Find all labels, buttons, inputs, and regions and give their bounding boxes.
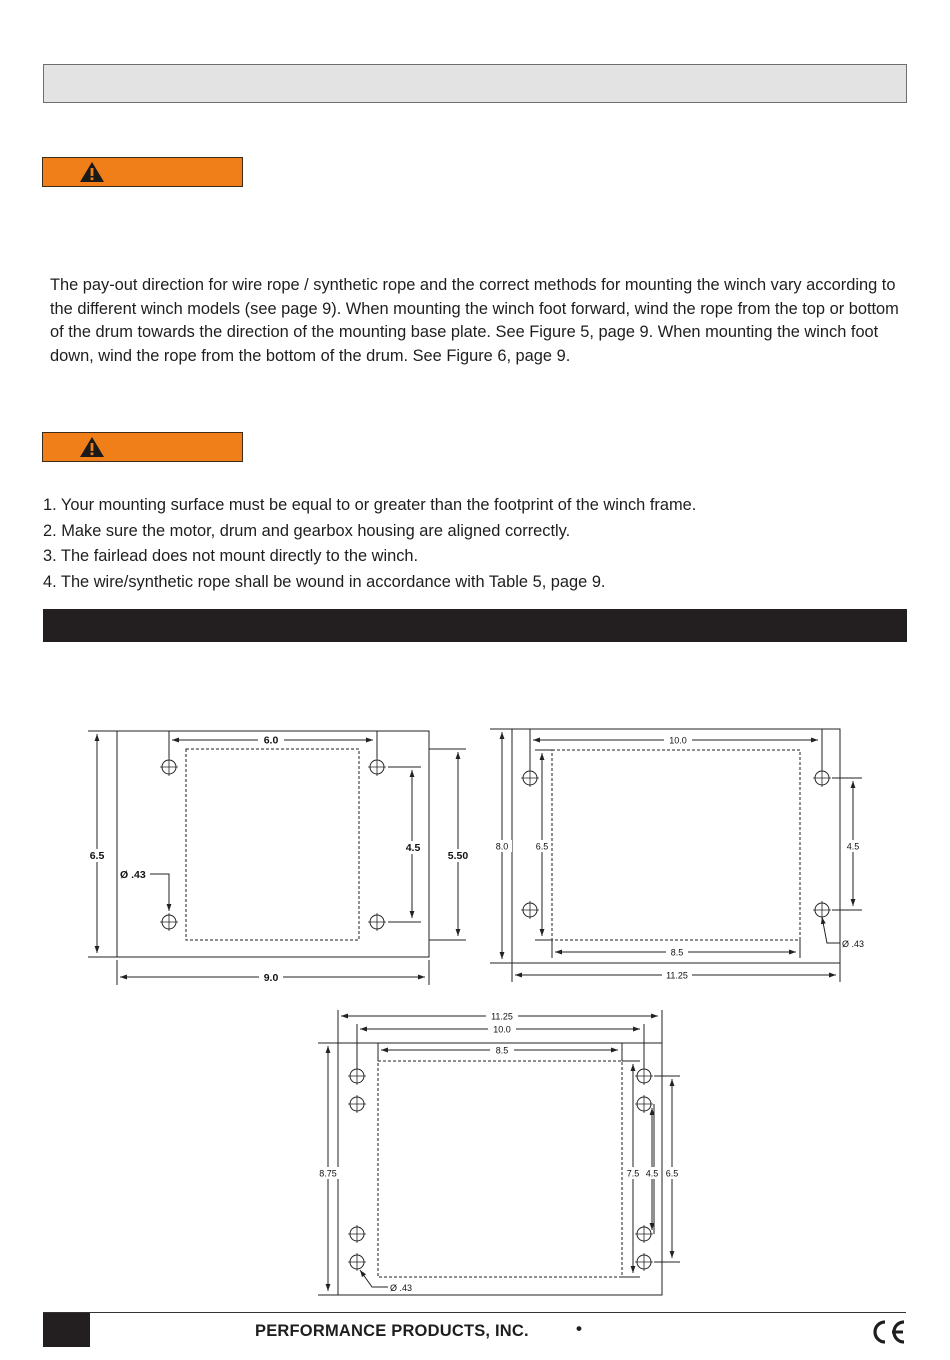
section-header-bar [43,609,907,642]
ce-mark-icon [868,1318,908,1346]
dim-label: 5.50 [447,850,469,862]
warning-badge-1 [42,157,243,187]
dim-label: 7.5 [626,1168,640,1179]
list-item: 4. The wire/synthetic rope shall be wound in accordance with Table 5, page 9. [43,572,606,591]
dim-label: 8.75 [319,1168,337,1179]
dim-label: 9.0 [263,972,279,984]
mounting-steps-list [43,493,903,595]
hole-diameter-label: Ø .43 [390,1283,413,1293]
dim-label: 6.5 [665,1168,679,1179]
dim-label: 8.5 [495,1045,509,1056]
footer-separator: • [576,1319,582,1338]
dim-label: 4.5 [846,841,860,852]
dim-label: 4.5 [405,842,421,854]
warning-triangle-icon [79,436,105,458]
mounting-plate-b [490,729,865,982]
footer-company-name: PERFORMANCE PRODUCTS, INC. [255,1322,529,1340]
hole-diameter-label: Ø .43 [842,939,865,949]
dim-label: 6.5 [89,850,105,862]
dim-label: 4.5 [645,1168,659,1179]
dim-label: 6.5 [535,841,549,852]
warning-triangle-icon [79,161,105,183]
list-item: 3. The fairlead does not mount directly to the winch. [43,547,419,565]
dim-label: 8.5 [670,947,684,958]
dim-label: 10.0 [493,1024,511,1035]
mounting-instructions-paragraph: The pay-out direction for wire rope / synthetic rope and the correct methods for mounting the winch vary according to the different winch models (see page 9). When mounting the winch foot forward, wind the rope from the top or bottom of the drum towards the direction of the mounting base plate. See Figure 5, page 9. When mounting the winch foot down, wind the rope from the bottom of the drum. See Figure 6, page 9. [50,276,899,365]
hole-diameter-label: Ø .43 [120,869,146,881]
dim-label: 8.0 [495,841,509,852]
mounting-plate-diagrams [0,700,950,1300]
dim-label: 11.25 [666,970,688,981]
dim-label: 11.25 [491,1011,513,1022]
list-item: 1. Your mounting surface must be equal to or greater than the footprint of the winch frame. [43,496,697,514]
footer-divider [43,1312,906,1313]
list-item: 2. Make sure the motor, drum and gearbox housing are aligned correctly. [43,521,571,540]
dim-label: 6.0 [263,734,279,747]
mounting-plate-a [88,731,466,985]
section-title-bar [43,64,907,103]
warning-badge-2 [42,432,243,462]
dim-label: 10.0 [669,735,687,746]
footer-page-block [43,1313,90,1347]
